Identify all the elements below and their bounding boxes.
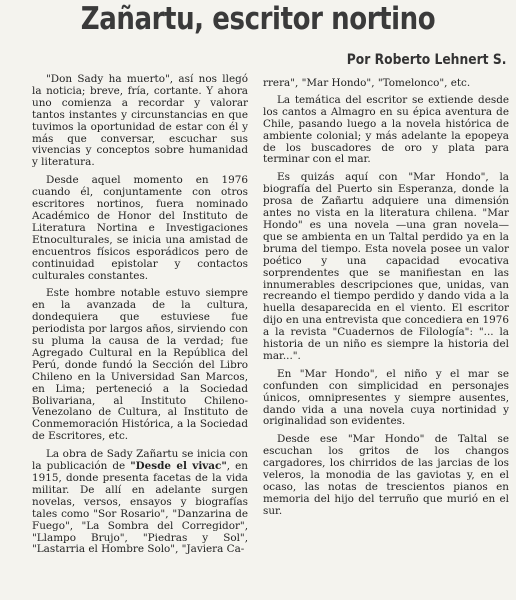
paragraph-text: La obra de Sady Zañartu se inicia con la publicación de [32, 448, 248, 473]
paragraph: Desde ese "Mar Hondo" de Taltal se escuchan los gritos de los changos cargadores, los chirridos de las jarcias de los veleros, la monodia de las gaviotas y, en el ocaso, las notas de trescientos pianos en memoria del hijo del terruño que murió en el sur. [263, 433, 509, 517]
left-column [32, 74, 248, 561]
paragraph: "Don Sady ha muerto", así nos llegó la noticia; breve, fría, cortante. Y ahora uno comienza a recordar y valorar tantos instantes y circunstancias en que tuvimos la oportunidad de estar con él y más que conversar, escuchar sus vivencias y conceptos sobre humanidad y literatura. [32, 73, 248, 169]
right-column [263, 78, 509, 523]
paragraph-text: , en 1915, donde presenta facetas de la vida militar. De allí en adelante surgen novelas, versos, ensayos y biografías tales como "Sor Rosario", "Danzarina de Fuego", "La Sombra del Corregidor", "Llampo Brujo", "Piedras y Sol", "Lastarria el Hombre Solo", "Javiera Ca- [32, 460, 248, 556]
paragraph: Es quizás aquí con "Mar Hondo", la biografía del Puerto sin Esperanza, donde la prosa de Zañartu adquiere una dimensión antes no vista en la literatura chilena. "Mar Hondo" es una novela —una gran novela— que se ambienta en un Taltal perdido ya en la bruma del tiempo. Esta novela posee un valor poético y una capacidad evocativa sorprendentes que se manifiestan en las innumerables descripciones que, unidas, van recreando el tiempo perdido y dando vida a la huella desaparecida en el viento. El escritor dijo en una entrevista que concediera en 1976 a la revista "Cuadernos de Filología": "... la historia de un niño es siempre la historia del mar...". [263, 171, 509, 362]
paragraph: En "Mar Hondo", el niño y el mar se confunden con simplicidad en personajes únicos, omnipresentes y siempre ausentes, dando vida a una novela cuya nortinidad y originalidad son evidentes. [263, 367, 509, 428]
paragraph: rrera", "Mar Hondo", "Tomelonco", etc. [263, 77, 471, 89]
paragraph [32, 449, 248, 556]
article-byline: Por Roberto Lehnert S. [346, 52, 506, 68]
article-title: Zañartu, escritor nortino [80, 1, 436, 37]
paragraph: La temática del escritor se extiende desde los cantos a Almagro en su épica aventura de Chile, pasando luego a la novela histórica de ambiente colonial; y más adelante la epopeya de los buscadores de oro y plata para terminar con el mar. [263, 93, 509, 166]
paragraph: Desde aquel momento en 1976 cuando él, conjuntamente con otros escritores nortinos, fuera nominado Académico de Honor del Instituto de Literatura Nortina e Investigaciones Etnoculturales, se inicia una amistad de encuentros físicos esporádicos pero de continuidad epistolar y contactos culturales constantes. [32, 174, 248, 282]
paragraph: Este hombre notable estuvo siempre en la avanzada de la cultura, dondequiera que estuviese fue periodista por largos años, sirviendo con su pluma la causa de la verdad; fue Agregado Cultural en la República del Perú, donde fundó la Sección del Libro Chileno en la Universidad San Marcos, en Lima; perteneció a la Sociedad Bolivariana, al Instituto Chileno-Venezolano de Cultura, al Instituto de Conmemoración Histórica, a la Sociedad de Escritores, etc. [32, 287, 248, 443]
book-title: "Desde el vivac" [130, 460, 227, 473]
